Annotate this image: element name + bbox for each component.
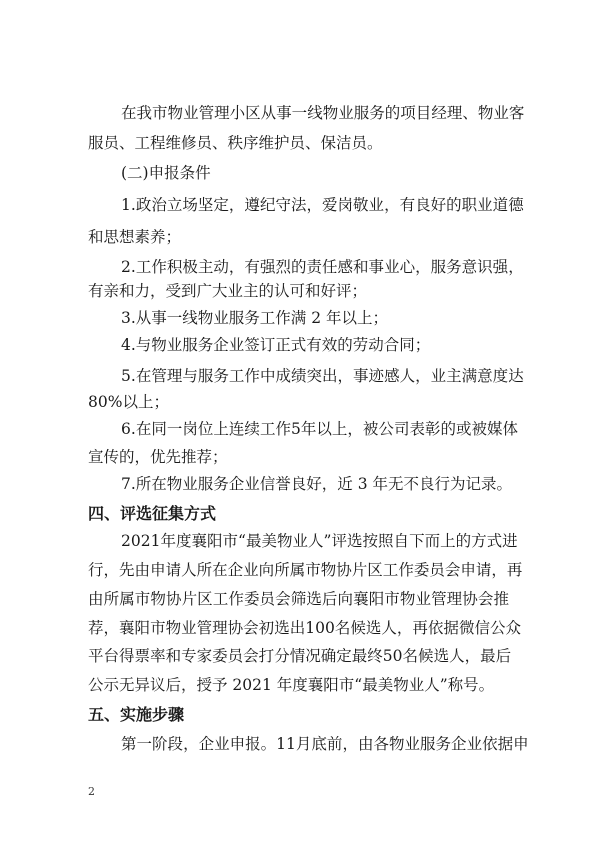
body-line [121, 308, 509, 328]
body-line [88, 560, 523, 580]
text-line-7: 有亲和力，受到广大业主的认可和好评； [88, 282, 368, 300]
body-line [121, 195, 524, 215]
body-line [121, 531, 518, 551]
page-number: 2 [88, 785, 95, 798]
text-line-12: 6 . 在 同 一 岗 位 上 连 续 工 作 5 年 以 上 ， 被 公 司 表 彰 的 或 被 媒 体 [121, 420, 519, 438]
body-line [121, 335, 509, 355]
text-line-2: 服员、工程维修员、秩序维护员、保洁员。 [88, 134, 383, 152]
text-line-16: 2021 年 度 襄 阳 市 “ 最 美 物 业 人 ” 评 选 按 照 自 下 而 上 的 方 式 进 [121, 532, 518, 550]
text-line-13: 宣传的，优先推荐； [88, 448, 228, 466]
body-line [88, 675, 509, 695]
body-line [88, 447, 508, 467]
text-line-18: 由 所 属 市 物 协 片 区 工 作 委 员 会 筛 选 后 向 襄 阳 市 物 业 管 理 协 会 推 [88, 590, 509, 608]
text-line-5: 和思想素养； [88, 228, 182, 246]
body-line [121, 734, 529, 754]
text-line-20: 平 台 得 票 率 和 专 家 委 员 会 打 分 情 况 确 定 最 终 50 名 候 选 人 ， 最 后 [88, 647, 512, 665]
text-line-11: 80%以上； [88, 393, 169, 411]
text-line-21: 公示无异议后，授予 2021 年度襄阳市“最美物业人”称号。 [88, 676, 495, 694]
text-line-6: 2 . 工 作 积 极 主 动 ， 有 强 烈 的 责 任 感 和 事 业 心 ， 服 务 意 识 强 ， [121, 258, 524, 276]
heading-selection-method: 四、评选征集方式 [88, 504, 217, 523]
text-line-10: 5 . 在 管 理 与 服 务 工 作 中 成 绩 突 出 ， 事 迹 感 人 ， 业 主 满 意 度 达 [121, 367, 524, 385]
body-line [88, 646, 512, 666]
text-line-23: 第 一 阶 段 ， 企 业 申 报 。 11 月 底 前 ， 由 各 物 业 服 务 企 业 依 据 申 [121, 735, 529, 753]
body-line [88, 392, 508, 412]
subheading-conditions: (二)申报条件 [121, 164, 211, 182]
body-line [88, 618, 521, 638]
text-line-4: 1 . 政 治 立 场 坚 定 ， 遵 纪 守 法 ， 爱 岗 敬 业 ， 有 良 好 的 职 业 道 德 [121, 196, 524, 214]
section-heading [88, 504, 508, 524]
body-line [88, 133, 508, 153]
body-line [88, 227, 508, 247]
text-line-17: 行 ， 先 由 申 请 人 所 在 企 业 向 所 属 市 物 协 片 区 工 作 委 员 会 申 请 ， 再 [88, 561, 523, 579]
body-line [121, 419, 519, 439]
text-line-19: 荐 ， 襄 阳 市 物 业 管 理 协 会 初 选 出 100 名 候 选 人 ， 再 依 据 微 信 公 众 [88, 619, 521, 637]
body-line [88, 281, 508, 301]
body-line [121, 474, 513, 494]
body-line [121, 103, 525, 123]
body-line [88, 589, 509, 609]
body-line [121, 366, 524, 386]
text-line-14: 7.所在物业服务企业信誉良好，近 3 年无不良行为记录。 [121, 475, 513, 493]
text-line-1: 在 我 市 物 业 管 理 小 区 从 事 一 线 物 业 服 务 的 项 目 经 理 、 物 业 客 [121, 104, 525, 122]
heading-implementation-steps: 五、实施步骤 [88, 705, 185, 724]
section-heading [88, 705, 508, 725]
text-line-9: 4.与物业服务企业签订正式有效的劳动合同； [121, 336, 431, 354]
body-line [121, 257, 524, 277]
section-subheading [121, 163, 501, 183]
text-line-8: 3.从事一线物业服务工作满 2 年以上； [121, 309, 389, 327]
